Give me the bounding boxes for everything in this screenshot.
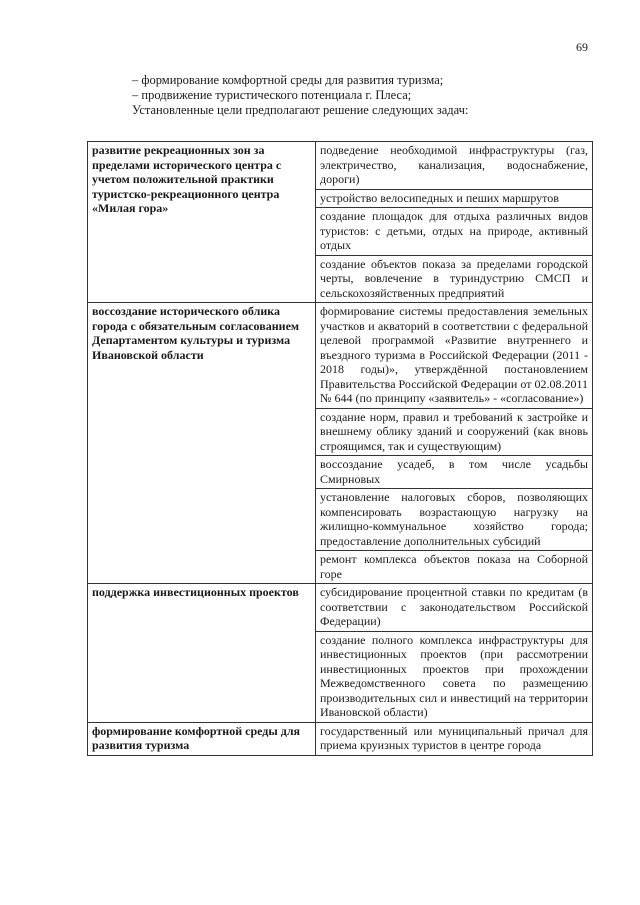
task-cell: создание объектов показа за пределами городской черты, вовлечение в туриндустрию СМСП и сельскохозяйственных предприятий [316, 255, 593, 303]
goal-cell: развитие рекреационных зон за пределами исторического центра с учетом положительной практики туристско-рекреационного центра «Милая гора» [88, 142, 316, 303]
task-cell: ремонт комплекса объектов показа на Соборной горе [316, 551, 593, 584]
intro-line-goal-comfort: – формирование комфортной среды для развития туризма; [132, 73, 444, 87]
task-cell: государственный или муниципальный причал для приема круизных туристов в центре города [316, 722, 593, 755]
intro-line-tasks-lead: Установленные цели предполагают решение следующих задач: [132, 103, 469, 117]
task-cell: создание норм, правил и требований к застройке и внешнему облику зданий и сооружений (как вновь строящимся, так и существующим) [316, 408, 593, 456]
intro-line-goal-promotion: – продвижение туристического потенциала г. Плеса; [132, 88, 412, 102]
goals-tasks-table [87, 141, 593, 756]
task-cell: создание площадок для отдыха различных видов туристов: с детьми, отдых на природе, активный отдых [316, 208, 593, 256]
task-cell: установление налоговых сборов, позволяющих компенсировать возрастающую нагрузку на жилищно-коммунальное хозяйство города; предоставление дополнительных субсидий [316, 489, 593, 551]
task-cell: воссоздание усадеб, в том числе усадьбы Смирновых [316, 456, 593, 489]
table-row [88, 303, 593, 409]
task-cell: субсидирование процентной ставки по кредитам (в соответствии с законодательством Российской Федерации) [316, 584, 593, 632]
task-cell: устройство велосипедных и пеших маршрутов [316, 189, 593, 208]
task-cell: формирование системы предоставления земельных участков и акваторий в соответствии с федеральной целевой программой «Развитие внутреннего и въездного туризма в Российской Федерации (2011 - 2018 годы)», утверждённой постановлением Правительства Российской Федерации от 02.08.2011 № 644 (по принципу «заявитель» - «согласование») [316, 303, 593, 409]
table-row [88, 722, 593, 755]
table-row [88, 142, 593, 190]
goal-cell: поддержка инвестиционных проектов [88, 584, 316, 723]
table-row [88, 584, 593, 632]
task-cell: подведение необходимой инфраструктуры (газ, электричество, канализация, водоснабжение, дороги) [316, 142, 593, 190]
goal-cell: формирование комфортной среды для развития туризма [88, 722, 316, 755]
page-number: 69 [576, 40, 588, 54]
task-cell: создание полного комплекса инфраструктуры для инвестиционных проектов (при рассмотрении инвестиционных проектов при прохождении Межведомственного совета по размещению производительных сил и инвестиций на территории Ивановской области) [316, 631, 593, 722]
goal-cell: воссоздание исторического облика города с обязательным согласованием Департаментом культуры и туризма Ивановской области [88, 303, 316, 584]
intro-text [132, 73, 552, 118]
